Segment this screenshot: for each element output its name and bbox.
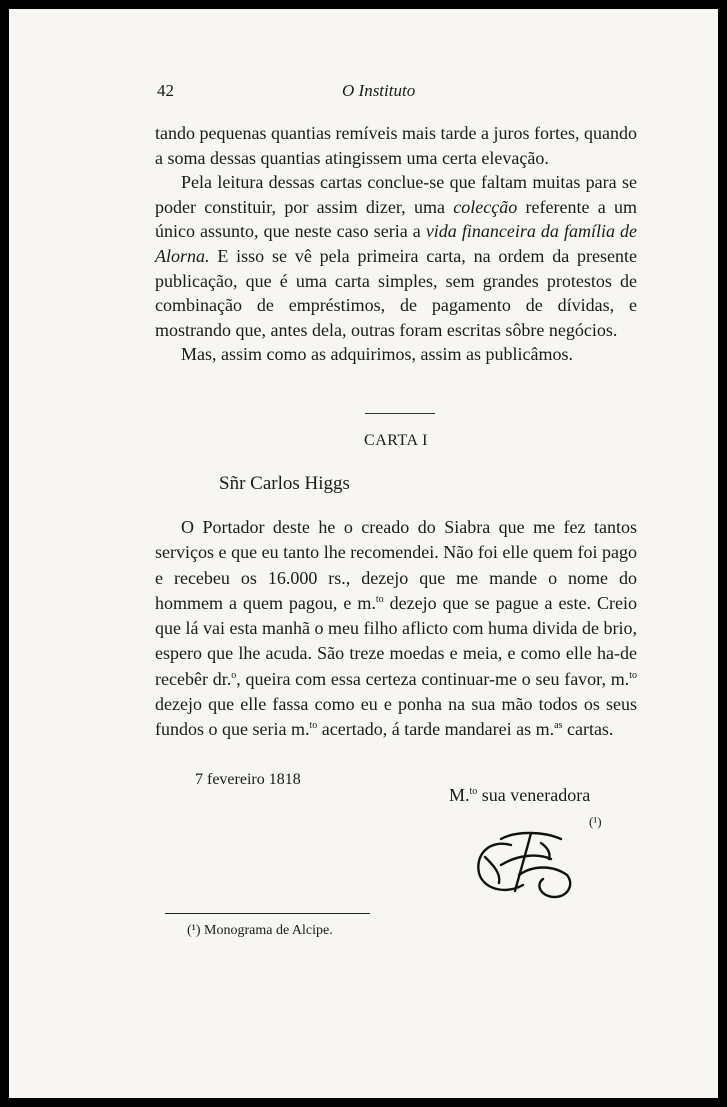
letter-date: 7 fevereiro 1818 <box>195 771 301 788</box>
intro-text <box>155 121 637 367</box>
monogram-signature-icon <box>471 825 583 907</box>
paragraph-1: tando pequenas quantias remíveis mais tarde a juros fortes, quando a soma dessas quantias atingissem uma certa elevação. <box>155 123 637 168</box>
letter-closing: M.$^{to}$ sua veneradora <box>449 785 591 805</box>
section-divider <box>365 413 435 414</box>
paragraph-3: Mas, assim como as adquirimos, assim as publicâmos. <box>181 344 573 365</box>
page-header <box>157 81 637 107</box>
footnote-text: Monograma de Alcipe. <box>204 923 333 938</box>
emphasis-colleccao: colecção <box>453 196 518 217</box>
footnote-reference: (¹) <box>589 814 602 829</box>
letter-paragraph: O Portador deste he o creado do Siabra que me fez tantos serviços e que eu tanto lhe recomendei. Não foi elle quem foi pago e recebeu os 16.000 rs., dezejo que me mande o nome do hommem a quem pagou, e m.$^{to}$ dezejo que se pague a este. Creio que lá vai esta manhã o meu filho aflicto com huma divida de brio, espero que lhe acuda. São treze moedas e meia, e como elle ha-de recebêr dr.$^o$, queira com essa certeza continuar-me o seu favor, m.$^{to}$ dezejo que elle fassa como eu e ponha na sua mão todos os seus fundos o que seria m.$^{to}$ acertado, á tarde mandarei as m.$^{as}$ cartas. <box>155 517 637 740</box>
journal-title: O Instituto <box>342 81 416 100</box>
paragraph-2: Pela leitura dessas cartas conclue-se que faltam muitas para se poder constituir, por assim dizer, uma colecção referente a um único assunto, que neste caso seria a vida financeira da família de Alorna. E isso se vê pela primeira carta, na ordem da presente publicação, que é uma carta simples, sem grandes protestos de combinação de empréstimos, de pagamento de dívidas, e mostrando que, antes dela, outras foram escritas sôbre negócios. <box>155 172 638 340</box>
footnote-marker: (¹) <box>187 923 201 938</box>
page-number: 42 <box>157 81 174 100</box>
letter-title: CARTA I <box>364 432 428 449</box>
document-page <box>9 9 718 1098</box>
letter-body <box>155 515 637 743</box>
footnote <box>187 923 333 939</box>
footnote-divider <box>165 913 370 914</box>
letter-salutation: Sñr Carlos Higgs <box>219 473 350 494</box>
emphasis-vida-financeira: vida financeira da família de Alorna. <box>155 221 638 266</box>
